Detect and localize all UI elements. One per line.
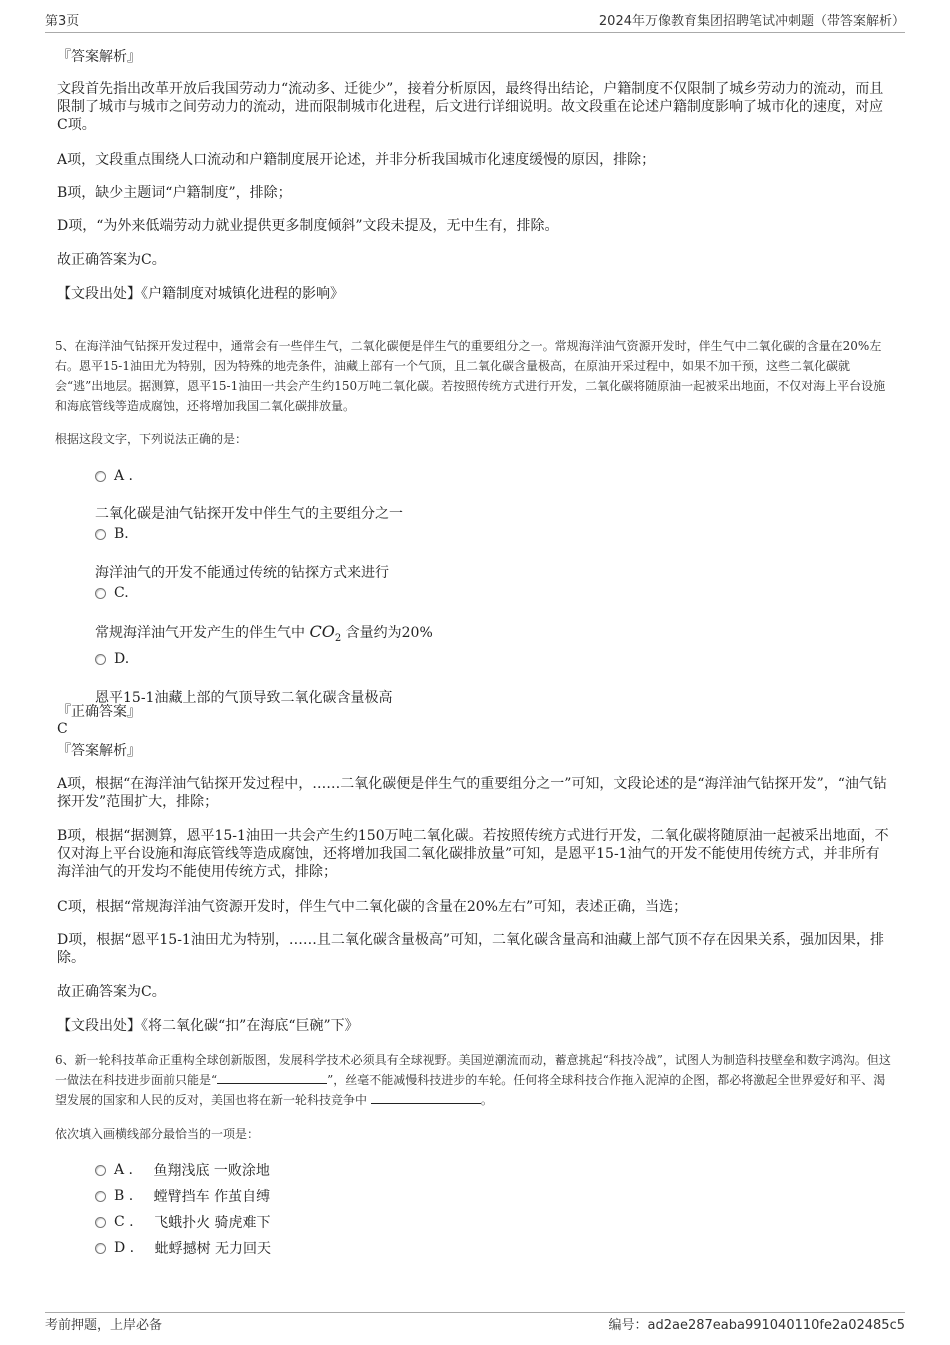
radio-c[interactable] — [95, 1217, 106, 1228]
source: 【文段出处】《将二氧化碳“扣”在海底“巨碗”下》 — [57, 1018, 359, 1034]
option-letter: D. — [114, 651, 130, 667]
footer-divider — [45, 1312, 905, 1313]
radio-a[interactable] — [95, 1165, 106, 1176]
correct-answer-label: 『正确答案』 — [57, 704, 141, 720]
radio-d[interactable] — [95, 654, 106, 665]
option-a-text: 二氧化碳是油气钻探开发中伴生气的主要组分之一 — [95, 506, 403, 522]
analysis-a: A项，文段重点围绕人口流动和户籍制度展开论述，并非分析我国城市化速度缓慢的原因，排除； — [57, 152, 656, 168]
option-c[interactable] — [95, 585, 129, 601]
co2-formula: $CO_2$ — [309, 622, 342, 645]
document-title: 2024年万像教育集团招聘笔试冲刺题（带答案解析） — [598, 14, 905, 29]
radio-b[interactable] — [95, 529, 106, 540]
option-c-text-pre: 常规海洋油气开发产生的伴生气中 — [95, 625, 305, 641]
radio-a[interactable] — [95, 471, 106, 482]
question-5-prompt: 根据这段文字，下列说法正确的是： — [55, 432, 248, 446]
option-a[interactable] — [95, 468, 133, 484]
question-6-stem: 6、新一轮科技革命正重构全球创新版图，发展科学技术必须具有全球视野。美国逆潮流而动，蓄意挑起“科技冷战”，试图人为制造科技壁垒和数字鸿沟。但这一做法在科技进步面前只能是“ ”，丝毫不能减慢科技进步的车轮。任何将全球科技合作拖入泥淖的企图，都必将激起全世界爱好和平、渴望发展的国家和人民的反对，美国也将在新一轮科技竞争中 。 — [55, 1053, 891, 1107]
page-number: 第3页 — [45, 14, 80, 29]
correct-answer: C — [57, 721, 68, 737]
option-letter: C. — [114, 585, 129, 601]
analysis-c: C项，根据“常规海洋油气资源开发时，伴生气中二氧化碳的含量在20%左右”可知，表述正确，当选； — [57, 899, 688, 915]
analysis-d: D项，“为外来低端劳动力就业提供更多制度倾斜”文段未提及，无中生有，排除。 — [57, 218, 559, 234]
source: 【文段出处】《户籍制度对城镇化进程的影响》 — [57, 286, 344, 302]
analysis-d: D项，根据“恩平15-1油田尤为特别，……且二氧化碳含量极高”可知，二氧化碳含量高和油藏上部气顶不存在因果关系，强加因果，排除。 — [57, 932, 884, 966]
analysis-paragraph: 文段首先指出改革开放后我国劳动力“流动多、迁徙少”，接着分析原因，最终得出结论，户籍制度不仅限制了城乡劳动力的流动，而且限制了城市与城市之间劳动力的流动，进而限制城市化进程，后文进行详细说明。故文段重在论述户籍制度影响了城市化的速度，对应C项。 — [57, 81, 884, 133]
q6-option-a[interactable]: A . 鱼翔浅底 一败涂地 — [95, 1160, 270, 1180]
footer-slogan: 考前押题，上岸必备 — [45, 1318, 163, 1333]
conclusion: 故正确答案为C。 — [57, 252, 166, 268]
header-divider — [45, 32, 905, 33]
document-id: 编号：ad2ae287eaba991040110fe2a02485c5 — [608, 1318, 905, 1333]
question-5-stem: 5、在海洋油气钻探开发过程中，通常会有一些伴生气，二氧化碳便是伴生气的重要组分之一。常规海洋油气资源开发时，伴生气中二氧化碳的含量在20%左右。恩平15-1油田尤为特别，因为特殊的地壳条件，油藏上部有一个气顶，且二氧化碳含量极高，在原油开采过程中，如果不加干预，这些二氧化碳就会“逃”出地层。据测算，恩平15-1油田一共会产生约150万吨二氧化碳。若按照传统方式进行开发，二氧化碳将随原油一起被采出地面，不仅对海上平台设施和海底管线等造成腐蚀，还将增加我国二氧化碳排放量。 — [55, 339, 886, 413]
q6-option-d[interactable]: D . 蚍蜉撼树 无力回天 — [95, 1238, 271, 1258]
analysis-b: B项，根据“据测算，恩平15-1油田一共会产生约150万吨二氧化碳。若按照传统方式进行开发，二氧化碳将随原油一起被采出地面，不仅对海上平台设施和海底管线等造成腐蚀，还将增加我国二氧化碳排放量”可知，是恩平15-1油气的开发不能使用传统方式，并非所有海洋油气的开发均不能使用传统方式，排除； — [57, 828, 889, 880]
option-c-text-post: 含量约为20% — [345, 625, 433, 641]
q6-option-b[interactable]: B . 螳臂挡车 作茧自缚 — [95, 1186, 270, 1206]
blank-1 — [217, 1071, 327, 1084]
radio-d[interactable] — [95, 1243, 106, 1254]
radio-b[interactable] — [95, 1191, 106, 1202]
option-d[interactable] — [95, 651, 129, 667]
q6-option-c[interactable]: C . 飞蛾扑火 骑虎难下 — [95, 1212, 271, 1232]
analysis-a: A项，根据“在海洋油气钻探开发过程中，……二氧化碳便是伴生气的重要组分之一”可知，文段论述的是“海洋油气钻探开发”，“油气钻探开发”范围扩大，排除； — [57, 776, 887, 810]
option-letter: B. — [114, 526, 129, 542]
analysis-label: 『答案解析』 — [57, 743, 141, 759]
option-b-text: 海洋油气的开发不能通过传统的钻探方式来进行 — [95, 565, 389, 581]
radio-c[interactable] — [95, 588, 106, 599]
question-6-prompt: 依次填入画横线部分最恰当的一项是： — [55, 1127, 260, 1141]
option-d-text: 恩平15-1油藏上部的气顶导致二氧化碳含量极高 — [95, 690, 393, 706]
blank-2 — [371, 1091, 481, 1104]
option-letter: A . — [114, 468, 134, 484]
conclusion: 故正确答案为C。 — [57, 984, 166, 1000]
analysis-label: 『答案解析』 — [57, 49, 141, 65]
option-b[interactable] — [95, 526, 129, 542]
option-c-text — [95, 622, 433, 644]
analysis-b: B项，缺少主题词“户籍制度”，排除； — [57, 185, 292, 201]
